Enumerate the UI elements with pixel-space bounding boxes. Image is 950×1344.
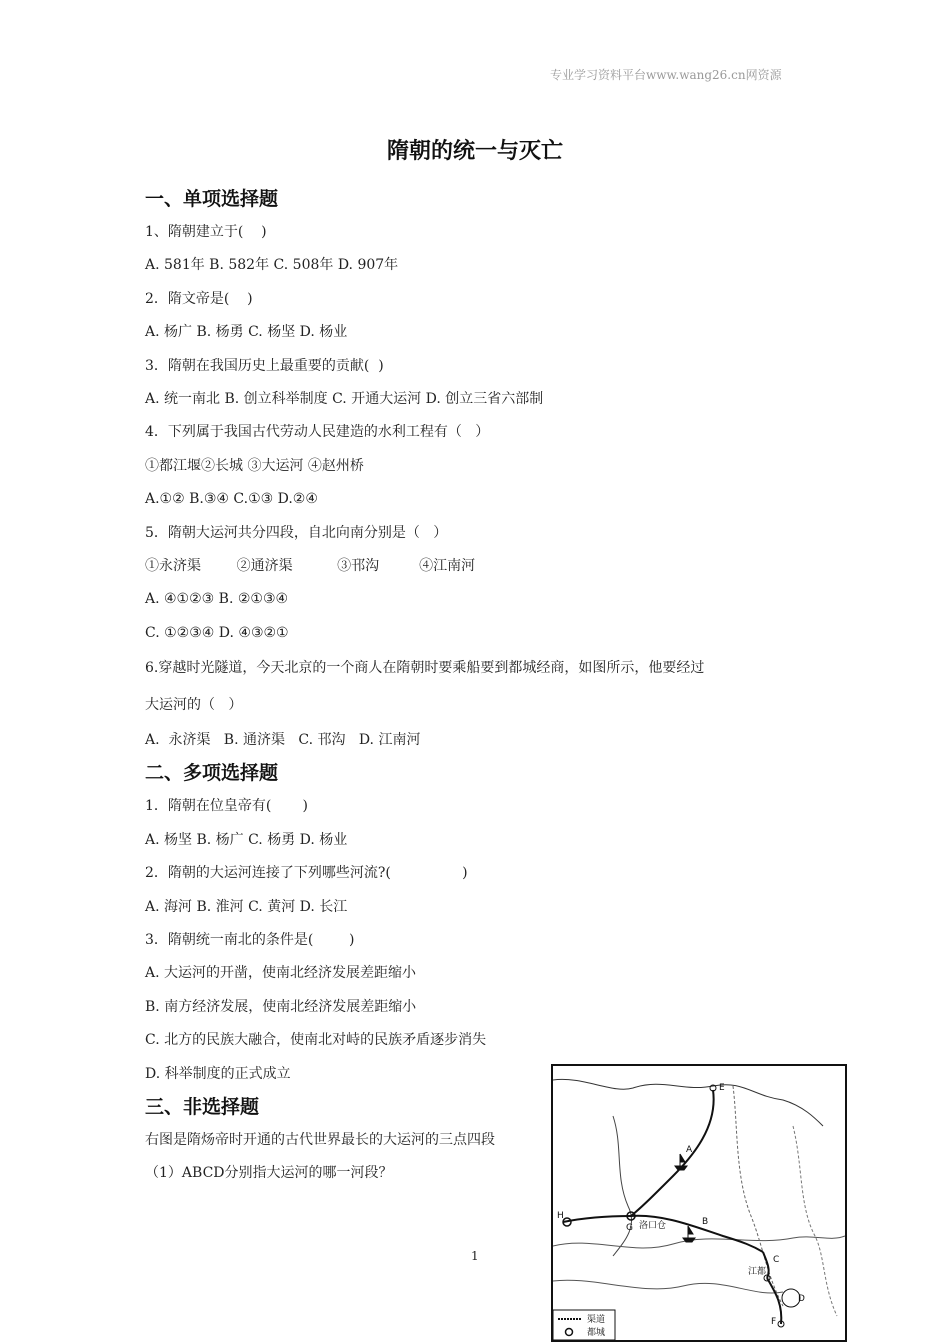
question-line: 4．下列属于我国古代劳动人民建造的水利工程有（ ） xyxy=(145,424,490,441)
question-line: 5．隋朝大运河共分四段，自北向南分别是（ ） xyxy=(145,524,448,541)
question-line: （1）ABCD分别指大运河的哪一河段？ xyxy=(145,1165,393,1182)
question-line-continued: 大运河的（ ） xyxy=(145,697,243,714)
question-line: 1、隋朝建立于( ) xyxy=(145,224,267,240)
items-line: ①永济渠 ②通济渠 ③邗沟 ④江南河 xyxy=(145,557,476,574)
option-line: C. 北方的民族大融合，使南北对峙的民族矛盾逐步消失 xyxy=(145,1032,487,1049)
map-label-e: E xyxy=(719,1083,725,1093)
canal-a xyxy=(631,1090,714,1216)
grand-canal-map xyxy=(551,1064,847,1342)
header-note: 专业学习资料平台www.wang26.cn网资源 xyxy=(550,68,782,82)
question-line: 3．隋朝在我国历史上最重要的贡献( ) xyxy=(145,357,384,374)
map-legend xyxy=(553,1310,615,1340)
options-line: C. ①②③④ D. ④③②① xyxy=(145,624,289,641)
options-line: A. 海河 B. 淮河 C. 黄河 D. 长江 xyxy=(145,898,348,915)
options-line: A. 581年 B. 582年 C. 508年 D. 907年 xyxy=(145,257,399,274)
river-line xyxy=(613,1116,632,1256)
border-line xyxy=(553,1079,823,1126)
ship-icon xyxy=(675,1154,687,1170)
map-label-b: B xyxy=(702,1217,709,1227)
map-label-c: C xyxy=(773,1255,780,1265)
question-line: 右图是隋炀帝时开通的古代世界最长的大运河的三点四段 xyxy=(145,1131,495,1148)
map-label-g: G xyxy=(626,1223,633,1233)
legend-canal-label: 渠道 xyxy=(587,1315,606,1325)
map-label-luokou: 洛口仓 xyxy=(639,1221,667,1231)
canal-west xyxy=(563,1216,631,1222)
map-label-a: A xyxy=(686,1145,693,1155)
map-label-jiangdu: 江都 xyxy=(748,1267,767,1277)
river-line xyxy=(553,1280,783,1293)
section-title-non-choice: 三、非选择题 xyxy=(145,1095,260,1118)
map-drawing xyxy=(553,1066,845,1340)
options-line: A. 永济渠 B. 通济渠 C. 邗沟 D. 江南河 xyxy=(145,732,421,749)
question-line: 2．隋文帝是( ) xyxy=(145,290,253,307)
section-title-multiple-choice: 二、多项选择题 xyxy=(145,762,279,785)
legend-capital-label: 都城 xyxy=(587,1328,606,1338)
coast-line xyxy=(793,1126,837,1316)
question-line: 3．隋朝统一南北的条件是( ) xyxy=(145,932,355,949)
option-line: A. 大运河的开凿，使南北经济发展差距缩小 xyxy=(145,965,417,982)
options-line: A. 杨坚 B. 杨广 C. 杨勇 D. 杨业 xyxy=(145,831,348,848)
section-title-single-choice: 一、单项选择题 xyxy=(145,188,279,210)
ship-icon xyxy=(683,1226,695,1242)
question-line: 1．隋朝在位皇帝有( ) xyxy=(145,798,308,815)
options-line: A. ④①②③ B. ②①③④ xyxy=(145,591,289,608)
map-label-f: F xyxy=(771,1317,777,1327)
question-line: 2．隋朝的大运河连接了下列哪些河流?( ) xyxy=(145,865,468,882)
river-line xyxy=(553,1236,845,1248)
question-line: 6.穿越时光隧道，今天北京的一个商人在隋朝时要乘船要到都城经商，如图所示，他要经过 xyxy=(145,660,705,677)
map-label-h: H xyxy=(557,1211,564,1221)
options-line: A.①② B.③④ C.①③ D.②④ xyxy=(145,491,318,508)
map-label-d: D xyxy=(798,1294,805,1304)
option-line: D. 科举制度的正式成立 xyxy=(145,1065,291,1082)
document-body xyxy=(145,183,825,1191)
page-title: 隋朝的统一与灭亡 xyxy=(386,139,563,164)
options-line: A. 统一南北 B. 创立科举制度 C. 开通大运河 D. 创立三省六部制 xyxy=(145,390,544,407)
page-number: 1 xyxy=(471,1249,479,1263)
legend-box xyxy=(553,1310,615,1340)
option-line: B. 南方经济发展，使南北经济发展差距缩小 xyxy=(145,998,417,1015)
items-line: ①都江堰②长城 ③大运河 ④赵州桥 xyxy=(145,457,364,474)
options-line: A. 杨广 B. 杨勇 C. 杨坚 D. 杨业 xyxy=(145,324,348,341)
